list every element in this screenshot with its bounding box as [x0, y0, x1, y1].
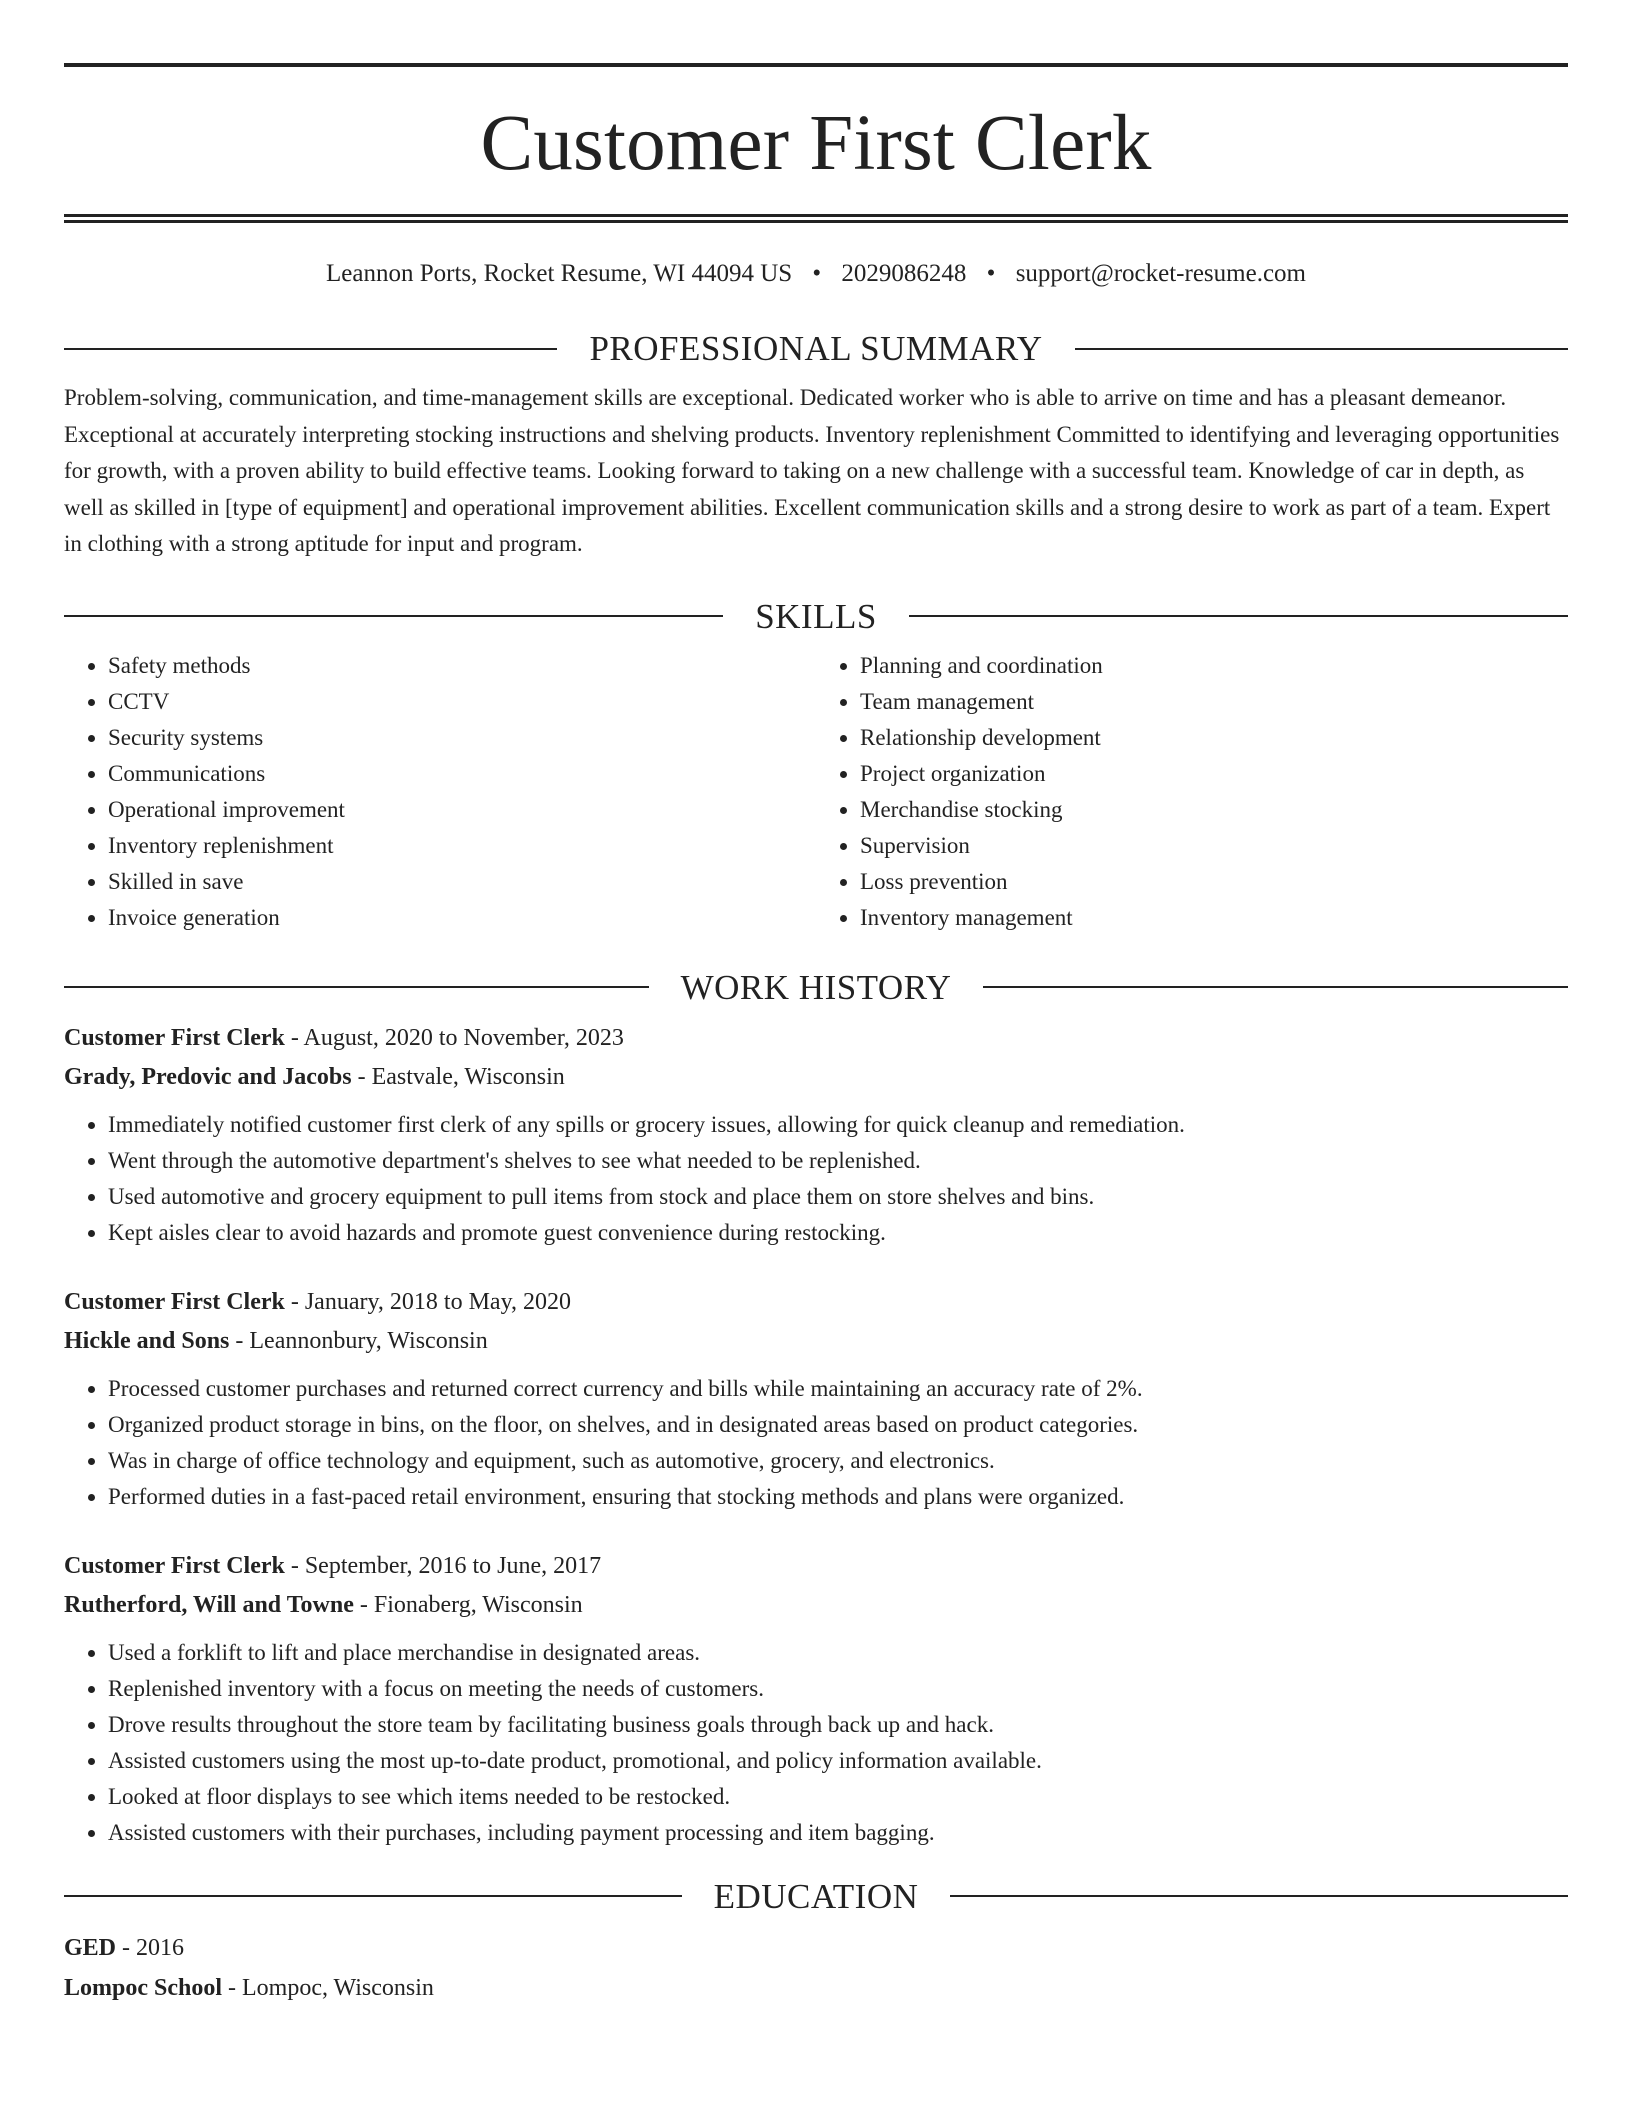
education-location: - Lompoc, Wisconsin — [222, 1974, 434, 2001]
job-location: - Leannonbury, Wisconsin — [229, 1327, 488, 1354]
job-bullet: • Replenished inventory with a focus on meeting the needs of customers. — [108, 1671, 1568, 1707]
job-bullet: • Used a forklift to lift and place merchandise in designated areas. — [108, 1635, 1568, 1671]
heading-rule-left — [64, 1895, 682, 1897]
work-heading: WORK HISTORY — [680, 967, 952, 1007]
skill-item: • Merchandise stocking — [860, 792, 1568, 828]
education-school: Lompoc School — [64, 1974, 223, 2001]
work-entry — [64, 1019, 1568, 1251]
job-bullet: • Assisted customers using the most up-to-date product, promotional, and policy information available. — [108, 1743, 1568, 1779]
contact-separator: • — [812, 260, 822, 287]
summary-section-heading — [64, 331, 1568, 366]
job-location: - Fionaberg, Wisconsin — [353, 1591, 583, 1618]
job-dates: - September, 2016 to June, 2017 — [284, 1552, 602, 1579]
job-dates: - January, 2018 to May, 2020 — [284, 1288, 572, 1315]
skill-item: • Inventory replenishment — [108, 828, 816, 864]
job-title-line — [64, 1283, 1568, 1321]
skills-section-heading — [64, 596, 1568, 636]
skill-item: • Project organization — [860, 756, 1568, 792]
education-entry — [64, 1928, 1568, 2008]
work-entry — [64, 1283, 1568, 1515]
job-bullets — [64, 1635, 1568, 1851]
job-bullet: • Looked at floor displays to see which items needed to be restocked. — [108, 1779, 1568, 1815]
heading-rule-left — [64, 615, 723, 617]
job-bullet: • Processed customer purchases and returned correct currency and bills while maintaining an accuracy rate of 2%. — [108, 1371, 1568, 1407]
contact-phone: 2029086248 — [841, 260, 967, 287]
job-company-line — [64, 1321, 1568, 1361]
skills-column-left — [64, 648, 816, 936]
resume-content — [64, 63, 1568, 2008]
skills-heading: SKILLS — [755, 596, 877, 636]
contact-line — [64, 259, 1568, 289]
skill-item: • Loss prevention — [860, 864, 1568, 900]
job-title-line — [64, 1019, 1568, 1057]
job-dates: - August, 2020 to November, 2023 — [284, 1024, 624, 1051]
heading-rule-right — [950, 1895, 1568, 1897]
job-company: Grady, Predovic and Jacobs — [64, 1063, 352, 1090]
education-section-heading — [64, 1876, 1568, 1916]
job-bullet: • Organized product storage in bins, on the floor, on shelves, and in designated areas based on product categories. — [108, 1407, 1568, 1443]
contact-email: support@rocket-resume.com — [1015, 260, 1306, 287]
job-bullet: • Assisted customers with their purchases, including payment processing and item bagging. — [108, 1815, 1568, 1851]
double-rule — [64, 214, 1568, 223]
job-title: Customer First Clerk — [64, 1024, 285, 1051]
job-title-line — [64, 1547, 1568, 1585]
contact-address: Leannon Ports, Rocket Resume, WI 44094 US — [326, 260, 793, 287]
education-school-line — [64, 1968, 1568, 2008]
heading-rule-left — [64, 348, 557, 350]
skill-item: • Supervision — [860, 828, 1568, 864]
job-company: Rutherford, Will and Towne — [64, 1591, 354, 1618]
job-bullet: • Went through the automotive department's shelves to see what needed to be replenished. — [108, 1143, 1568, 1179]
work-section-heading — [64, 967, 1568, 1007]
skill-item: • Safety methods — [108, 648, 816, 684]
job-company-line — [64, 1057, 1568, 1097]
education-degree-line — [64, 1928, 1568, 1968]
skill-item: • Planning and coordination — [860, 648, 1568, 684]
skill-item: • Security systems — [108, 720, 816, 756]
education-degree: GED — [64, 1934, 117, 1961]
heading-rule-left — [64, 986, 649, 988]
job-bullet: • Used automotive and grocery equipment to pull items from stock and place them on store shelves and bins. — [108, 1179, 1568, 1215]
education-year: - 2016 — [116, 1934, 185, 1961]
summary-heading: PROFESSIONAL SUMMARY — [589, 329, 1043, 368]
job-title: Customer First Clerk — [64, 1288, 285, 1315]
job-bullet: • Immediately notified customer first clerk of any spills or grocery issues, allowing for quick cleanup and remediation. — [108, 1107, 1568, 1143]
skills-list — [64, 648, 1568, 936]
job-company: Hickle and Sons — [64, 1327, 230, 1354]
job-bullet: • Kept aisles clear to avoid hazards and promote guest convenience during restocking. — [108, 1215, 1568, 1251]
skills-column-right — [816, 648, 1568, 936]
top-rule — [64, 63, 1568, 67]
skill-item: • Team management — [860, 684, 1568, 720]
skill-item: • Inventory management — [860, 900, 1568, 936]
heading-rule-right — [1075, 348, 1568, 350]
job-bullet: • Performed duties in a fast-paced retail environment, ensuring that stocking methods and plans were organized. — [108, 1479, 1568, 1515]
skill-item: • Skilled in save — [108, 864, 816, 900]
job-bullets — [64, 1371, 1568, 1515]
resume-name: Customer First Clerk — [480, 100, 1152, 187]
skill-item: • Invoice generation — [108, 900, 816, 936]
skill-item: • Relationship development — [860, 720, 1568, 756]
skill-item: • CCTV — [108, 684, 816, 720]
job-bullets — [64, 1107, 1568, 1251]
skill-item: • Operational improvement — [108, 792, 816, 828]
heading-rule-right — [983, 986, 1568, 988]
job-company-line — [64, 1585, 1568, 1625]
job-location: - Eastvale, Wisconsin — [351, 1063, 565, 1090]
heading-rule-right — [909, 615, 1568, 617]
contact-separator: • — [986, 260, 996, 287]
job-title: Customer First Clerk — [64, 1552, 285, 1579]
skill-item: • Communications — [108, 756, 816, 792]
work-entry — [64, 1547, 1568, 1851]
summary-text: Problem-solving, communication, and time-management skills are exceptional. Dedicated worker who is able to arrive on time and has a pleasant demeanor. Exceptional at accurately interpreting stocking instructions and shelving products. Inventory replenishment Committed to identifying and leveraging opportunities for growth, with a proven ability to build effective teams. Looking forward to taking on a new challenge with a successful team. Knowledge of car in depth, as well as skilled in [type of equipment] and operational improvement abilities. Excellent communication skills and a strong desire to work as part of a team. Expert in clothing with a strong aptitude for input and program. — [64, 385, 1560, 556]
education-heading: EDUCATION — [713, 1876, 919, 1916]
job-bullet: • Drove results throughout the store team by facilitating business goals through back up and hack. — [108, 1707, 1568, 1743]
job-bullet: • Was in charge of office technology and equipment, such as automotive, grocery, and electronics. — [108, 1443, 1568, 1479]
